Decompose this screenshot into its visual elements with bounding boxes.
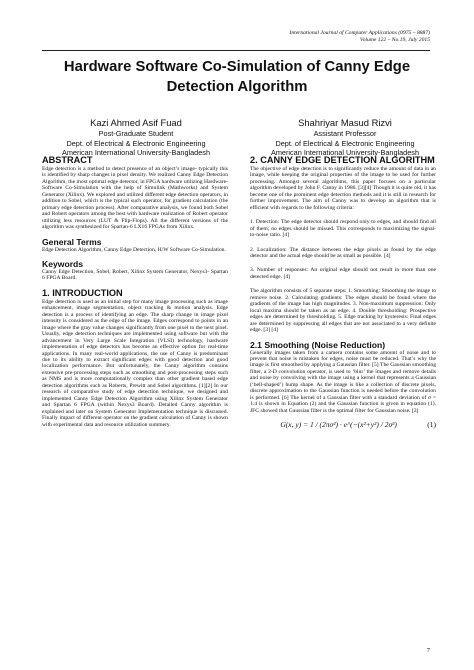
- criteria-responses: 3. Number of responses: An original edge should not result in more than one detected edge. [4]: [250, 267, 436, 280]
- left-column: [42, 155, 228, 428]
- title-line-1: Hardware Software Co-Simulation of Canny Edge: [63, 59, 411, 75]
- criteria-detection: 1. Detection: The edge detector should respond only to edges, and should find all of them; no edges should be missed. This corresponds to maximizing the signal-to-noise ratio. [4]: [250, 219, 436, 239]
- author-univ: American International University-Bangladesh: [270, 148, 420, 157]
- gaussian-equation: [250, 418, 436, 432]
- author-univ: American International University-Bangladesh: [61, 148, 211, 157]
- page-number: 7: [426, 647, 430, 654]
- keywords-text: Canny Edge Detection, Sobel, Robert, Xilinx System Generator, Nexys3- Spartan 6 FPGA Board.: [42, 268, 228, 282]
- general-terms-heading: General Terms: [42, 236, 102, 247]
- keywords-heading: Keywords: [42, 258, 84, 269]
- author-2: [245, 117, 445, 158]
- equation-body: G(x, y) = 1 / (2πσ²) · e^(−(x²+y²) / 2σ²): [280, 419, 397, 429]
- author-role: Assistant Professor: [313, 129, 377, 138]
- equation-number: (1): [427, 419, 436, 429]
- author-1: [36, 117, 236, 158]
- author-role: Post-Graduate Student: [98, 129, 174, 138]
- section-2-intro: The objective of edge detection is to significantly reduce the amount of data in an image, while keeping the original properties of the image to be used for further processing. Amongst several algorithms, this paper focuses on a particular algorithm developed by John F. Canny in 1986. [3][4] Though it is quite old, it has become one of the prominent edge detection methods and it is still in research for further improvement. The aim of Canny was to develop an algorithm that is efficient with regards to the following criteria:: [250, 166, 436, 211]
- journal-header: [289, 30, 430, 44]
- introduction-heading: 1. INTRODUCTION: [42, 287, 123, 298]
- section-2-1-text: Generally images taken from a camera contains some amount of noise and to prevent that noise is mistaken for edges, noise must be reduced. That’s why the image is first smoothed by applying a Gaussian filter. [5] The Gaussian smoothing filter, a 2-D convolution operator, is used to ‘blur’ the images and remove details and noise by convolving with the image using a kernel that represents a Gaussian (‘bell-shaped’) hump shape. As the image is like a collection of discrete pixels, discrete approximation to the Gaussian function is needed before the convolution is performed. [6] The kernel of a Gaussian filter with a standard deviation of σ = 1.4 is shown in Equation (2) and the Gaussian function is given in equation (1). JFC showed that Gaussian filter is the optimal filter for Gaussian noise. [3]: [250, 349, 436, 414]
- abstract-heading: ABSTRACT: [42, 155, 93, 165]
- journal-volume: Volume 122 – No.19, July 2015: [359, 37, 430, 43]
- algorithm-steps: The algorithm consists of 5 separate steps: 1. Smoothing: Smoothing the image to remove noise. 2. Calculating gradients: The edges should be found where the gradients of the image has high magnitudes. 3. Non-maximum suppression: Only local maxima should be taken as an edge. 4. Double thresholding: Prospective edges are determined by thresholding. 5. Edge tracking by hysteresis: Final edges are determined by suppressing all edges that are not associated to a very definite edge. [3] [4]: [250, 288, 436, 334]
- author-dept: Dept. of Electrical & Electronic Engineering: [275, 138, 415, 148]
- right-column: [250, 155, 436, 432]
- section-2-heading: 2. CANNY EDGE DETECTION ALGORITHM: [250, 155, 435, 165]
- introduction-text: Edge detection is used as an initial step for many image processing such as image enhancement, image segmentation, object tracking & motion analysis. Edge detection is a process of identifying an edge. The sharp change in image pixel intensity is considered as the edge of the image. Edges correspond to points in an image where the gray value changes significantly from one pixel to the next pixel. Usually, edge detection techniques are implemented using software but with the advancement in Very Large Scale Integration (VLSI) technology, hardware implementation of edge detectors has become an effective option for real-time applications. In many real-world applications, the use of Canny is predominant due to its ability to extract significant edges with good detection and good localization performance. But unfortunately, the Canny algorithm contains extensive pre-processing steps such as smoothing and post-processing steps such as NMS and is more computationally complex than other gradient based edge detection algorithms such as Roberts, Prewitt and Sobel algorithms. [1][2] In our research of comparative study of edge detection technique, we designed and implemented Canny Edge Detection Algorithm using Xilinx System Generator and Spartan 6 FPGA (within Nexys3 Board). Detailed Canny algorithm is explained and later on System Generator Implementation technique is discussed. Finally impact of different operator on the gradient calculation of Canny is shown with experimental data and resource utilization summery.: [42, 298, 228, 428]
- general-terms-text: Edge Detection Algorithm, Canny Edge Detection, H/W Software Co-Simulation.: [42, 246, 226, 253]
- journal-name: International Journal of Computer Applications (0975 – 8887): [289, 30, 430, 36]
- section-2-1-heading: 2.1 Smoothing (Noise Reduction): [250, 339, 386, 350]
- title-line-2: Detection Algorithm: [166, 79, 308, 95]
- abstract-text: Edge detection is a method to detect presence of an object’s image- typically this is identified by sharp changes in pixel density. We realized Canny Edge Detection Algorithm, the most optimal edge detector, in FPGA hardware utilizing Hardware-Software Co-Simulation with the help of Simulink (Mathworks) and System Generator (Xilinx). We explored and utilized different edge detection operators, in addition to Sobel, which is the typical such operator, for gradient calculation (the primary edge detection process). After comparative analysis, we found both Sobel and Robert operators among the best with hardware realization of Robert operator utilizing less resources (LUT & Flip-Flops). All the different versions of the algorithm was synthesized for Spartan-6 LX16 FPGAs from Xilinx.: [42, 166, 228, 231]
- author-name: Kazi Ahmed Asif Fuad: [90, 117, 182, 128]
- author-name: Shahriyar Masud Rizvi: [298, 117, 392, 128]
- paper-title: [40, 57, 434, 97]
- header-rule: [42, 50, 430, 51]
- criteria-localization: 2. Localization: The distance between the edge pixels as found by the edge detector and the actual edge should be as small as possible. [4]: [250, 246, 436, 259]
- author-dept: Dept. of Electrical & Electronic Engineering: [66, 138, 206, 148]
